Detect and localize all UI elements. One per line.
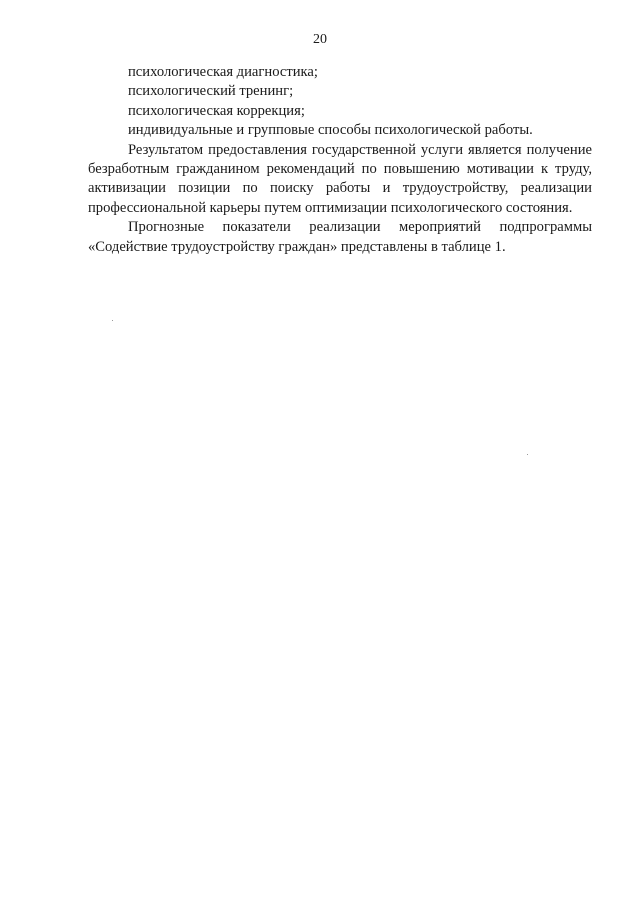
list-item: индивидуальные и групповые способы психологической работы. — [128, 122, 533, 139]
document-body — [88, 63, 592, 257]
page-number: 20 — [313, 32, 327, 47]
paragraph-result: Результатом предоставления государственной услуги является получение безработным гражданином рекомендаций по повышению мотивации к труду, активизации позиции по поиску работы и трудоустройству, реализации профессиональной карьеры путем оптимизации психологического состояния. — [88, 141, 592, 216]
scan-speck — [527, 454, 528, 455]
list-item: психологический тренинг; — [128, 83, 294, 100]
paragraph-forecast: Прогнозные показатели реализации мероприятий подпрограммы «Содействие трудоустройству граждан» представлены в таблице 1. — [88, 219, 592, 255]
list-item: психологическая коррекция; — [128, 102, 305, 119]
list-item: психологическая диагностика; — [128, 64, 318, 80]
scan-speck — [112, 320, 113, 321]
